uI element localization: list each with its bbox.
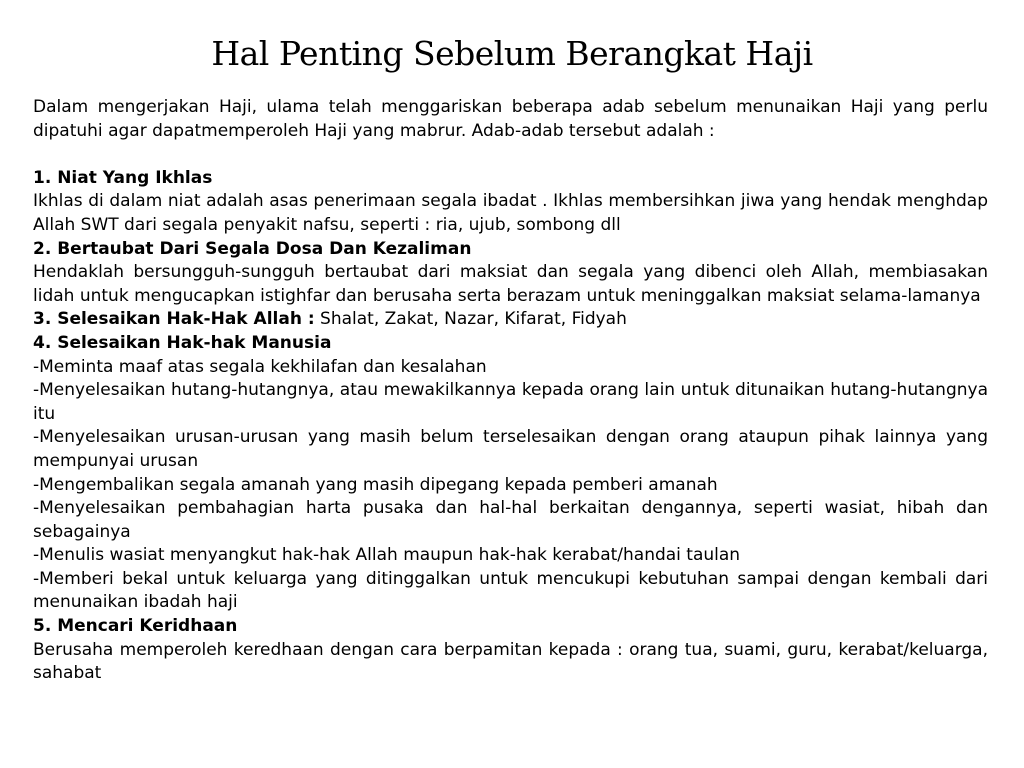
slide-title: Hal Penting Sebelum Berangkat Haji — [211, 34, 813, 73]
section-body-bertaubat: Hendaklah bersungguh-sungguh bertaubat dari maksiat dan segala yang dibenci oleh Allah, membiasakan lidah untuk mengucapkan istighfar dan berusaha serta berazam untuk meninggalkan maksiat selama-lamanya — [33, 262, 988, 306]
section-inline-hak-allah: Shalat, Zakat, Nazar, Kifarat, Fidyah — [314, 309, 627, 330]
list-item: -Mengembalikan segala amanah yang masih dipegang kepada pemberi amanah — [33, 474, 718, 495]
slide-content — [33, 96, 988, 686]
section-body-keridhaan: Berusaha memperoleh keredhaan dengan cara berpamitan kepada : orang tua, suami, guru, kerabat/keluarga, sahabat — [33, 639, 988, 684]
list-item: -Menyelesaikan urusan-urusan yang masih belum terselesaikan dengan orang ataupun pihak lainnya yang mempunyai urusan — [33, 427, 988, 471]
intro-paragraph: Dalam mengerjakan Haji, ulama telah menggariskan beberapa adab sebelum menunaikan Haji yang perlu dipatuhi agar dapatmemperoleh Haji yang mabrur. Adab-adab tersebut adalah : — [33, 97, 988, 141]
blank-line — [33, 143, 988, 167]
section-heading-hak-allah: 3. Selesaikan Hak-Hak Allah : — [33, 309, 315, 330]
list-item: -Meminta maaf atas segala kekhilafan dan kesalahan — [33, 356, 487, 377]
section-heading-keridhaan: 5. Mencari Keridhaan — [33, 616, 238, 637]
list-item: -Memberi bekal untuk keluarga yang ditinggalkan untuk mencukupi kebutuhan sampai dengan kembali dari menunaikan ibadah haji — [33, 568, 988, 613]
list-item: -Menulis wasiat menyangkut hak-hak Allah maupun hak-hak kerabat/handai taulan — [33, 545, 741, 566]
list-item: -Menyelesaikan hutang-hutangnya, atau mewakilkannya kepada orang lain untuk ditunaikan hutang-hutangnya itu — [33, 380, 988, 424]
section-body-niat: Ikhlas di dalam niat adalah asas penerimaan segala ibadat . Ikhlas membersihkan jiwa yang hendak menghdap Allah SWT dari segala penyakit nafsu, seperti : ria, ujub, sombong dll — [33, 191, 988, 235]
section-heading-hak-manusia: 4. Selesaikan Hak-hak Manusia — [33, 332, 332, 353]
list-item: -Menyelesaikan pembahagian harta pusaka dan hal-hal berkaitan dengannya, seperti wasiat, hibah dan sebagainya — [33, 498, 988, 542]
section-heading-bertaubat: 2. Bertaubat Dari Segala Dosa Dan Kezaliman — [33, 238, 472, 259]
section-heading-niat: 1. Niat Yang Ikhlas — [33, 167, 213, 188]
section-hak-allah — [33, 308, 988, 332]
